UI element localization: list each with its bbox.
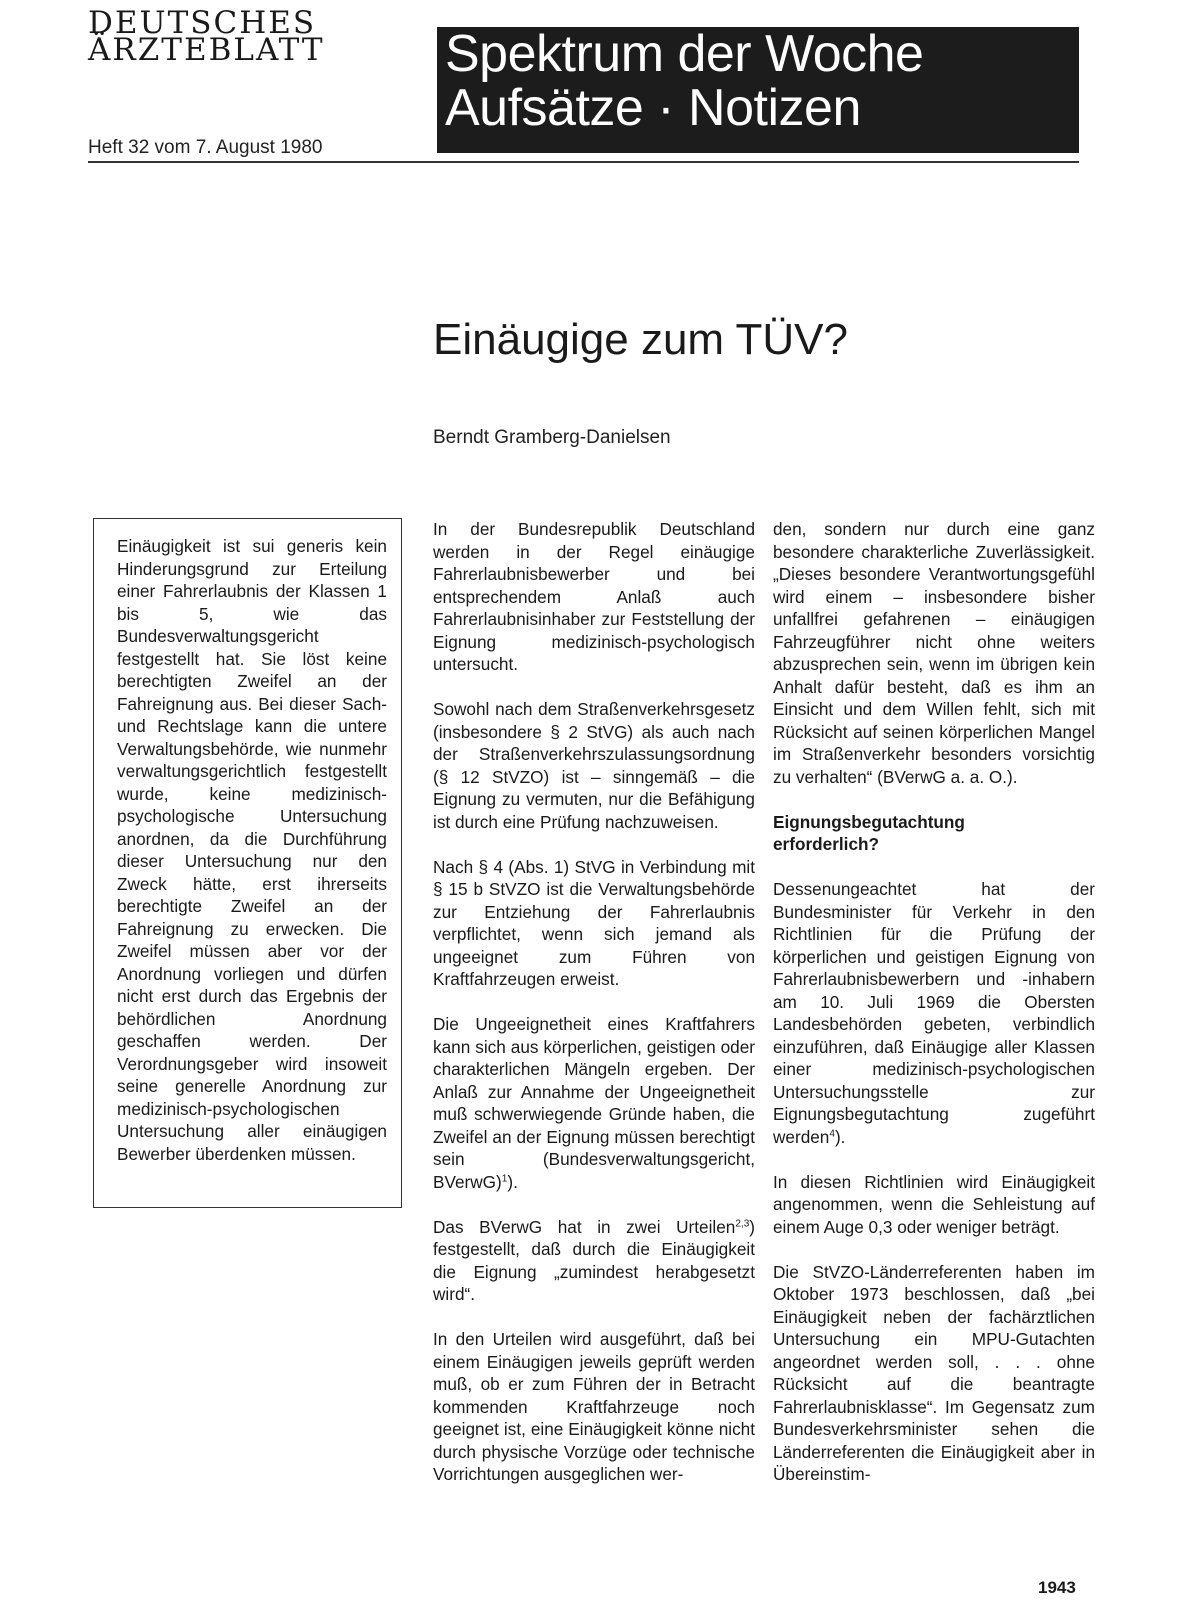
article-author: Berndt Gramberg-Danielsen bbox=[433, 427, 671, 448]
paragraph: In der Bundesrepublik Deutschland werden in der Regel einäugige Fahrerlaubnisbewerber und bei entsprechendem Anlaß auch Fahrerlaubnisinhaber zur Feststellung der Eignung medizinisch-psychologisch untersucht. bbox=[433, 519, 755, 674]
paragraph bbox=[433, 1013, 755, 1193]
section-banner bbox=[437, 27, 1079, 153]
heading-line2: erforderlich? bbox=[773, 834, 880, 854]
paragraph: Die StVZO-Länderreferenten haben im Oktober 1973 beschlossen, daß „bei Einäugigkeit neben der fachärztlichen Untersuchung ein MPU-Gutachten angeordnet werden soll, . . . ohne Rücksicht auf die beantragte Fahrerlaubnisklasse“. Im Gegensatz zum Bundesverkehrsminister sehen die Länderreferenten die Einäugigkeit aber in Übereinstim- bbox=[773, 1261, 1095, 1484]
column-3 bbox=[773, 518, 1095, 1508]
banner-line1: Spektrum der Woche bbox=[445, 25, 924, 83]
heading-line1: Eignungsbegutachtung bbox=[773, 811, 965, 832]
masthead-line2: ÄRZTEBLATT bbox=[88, 32, 325, 68]
footnote-ref: 1 bbox=[501, 1172, 508, 1184]
paragraph bbox=[433, 1216, 755, 1306]
paragraph: Nach § 4 (Abs. 1) StVG in Verbindung mit § 15 b StVZO ist die Verwaltungsbehörde zur Entziehung der Fahrerlaubnis verpflichtet, wenn sich jemand als ungeeignet zum Führen von Kraftfahrzeugen erweist. bbox=[433, 856, 755, 989]
column-2 bbox=[433, 518, 755, 1508]
abstract-box bbox=[93, 518, 402, 1208]
abstract-text: Einäugigkeit ist sui generis kein Hinderungsgrund zur Erteilung einer Fahrerlaubnis der Klassen 1 bis 5, wie das Bundesverwaltungsgericht festgestellt hat. Sie löst keine berechtigten Zweifel an der Fahreignung aus. Bei dieser Sach- und Rechtslage kann die untere Verwaltungsbehörde, wie nunmehr verwaltungsgerichtlich festgestellt wurde, keine medizinisch-psychologische Untersuchung anordnen, da die Durchführung dieser Untersuchung nur den Zweck hätte, erst ihrerseits berechtigte Zweifel an der Fahreignung zu erwecken. Die Zweifel müssen aber vor der Anordnung vorliegen und dürfen nicht erst durch das Ergebnis der behördlichen Anordnung geschaffen werden. Der Verordnungsgeber wird insoweit seine generelle Anordnung zur medizinisch-psychologischen Untersuchung aller einäugigen Bewerber überdenken müssen. bbox=[117, 536, 387, 1164]
banner-line2: Aufsätze · Notizen bbox=[445, 79, 861, 137]
article-title: Einäugige zum TÜV? bbox=[433, 315, 848, 364]
paragraph: In diesen Richtlinien wird Einäugigkeit angenommen, wenn die Sehleistung auf einem Auge 0,3 oder weniger beträgt. bbox=[773, 1171, 1095, 1237]
text-span: ) festgestellt, daß durch die Einäugigkeit die Eignung „zumindest herabgesetzt wird“. bbox=[433, 1216, 755, 1304]
footnote-ref: 4 bbox=[829, 1127, 835, 1139]
header-rule bbox=[88, 161, 1079, 163]
footnote-ref: 2,3 bbox=[735, 1217, 750, 1229]
section-heading bbox=[773, 811, 1095, 856]
masthead-logo bbox=[88, 5, 325, 68]
text-span: Das BVerwG hat in zwei Urteilen bbox=[433, 1216, 736, 1237]
text-span: Dessenungeachtet hat der Bundesminister für Verkehr in den Richtlinien für die Prüfung der körperlichen und geistigen Eignung von Fahrerlaubnisbewerbern und -inhabern am 10. Juli 1969 die Obersten Landesbehörden gebeten, verbindlich einzuführen, daß Einäugige aller Klassen einer medizinisch-psychologischen Untersuchungsstelle zur Eignungsbegutachtung zugeführt werden bbox=[773, 879, 1095, 1147]
text-span: ). bbox=[507, 1171, 518, 1192]
text-span: Die Ungeeignetheit eines Kraftfahrers kann sich aus körperlichen, geistigen oder charakterlichen Mängeln ergeben. Der Anlaß zur Annahme der Ungeeignetheit muß schwerwiegende Gründe haben, die Zweifel an der Eignung müssen berechtigt sein (Bundesverwaltungsgericht, BVerwG) bbox=[433, 1014, 755, 1192]
masthead-line1: DEUTSCHES bbox=[88, 5, 317, 41]
paragraph: Sowohl nach dem Straßenverkehrsgesetz (insbesondere § 2 StVG) als auch nach der Straßenverkehrszulassungsordnung (§ 12 StVZO) ist – sinngemäß – die Eignung zu vermuten, nur die Befähigung ist durch eine Prüfung nachzuweisen. bbox=[433, 699, 755, 832]
issue-info: Heft 32 vom 7. August 1980 bbox=[88, 137, 323, 158]
paragraph: In den Urteilen wird ausgeführt, daß bei einem Einäugigen jeweils geprüft werden muß, ob er zum Führen der in Betracht kommenden Kraftfahrzeuge noch geeignet ist, eine Einäugigkeit könne nicht durch physische Vorzüge oder technische Vorrichtungen ausgeglichen wer- bbox=[433, 1329, 755, 1484]
paragraph: den, sondern nur durch eine ganz besondere charakterliche Zuverlässigkeit. „Dieses besondere Verantwortungsgefühl wird einem – insbesondere bisher unfallfrei gefahrenen – einäugigen Fahrzeugführer nicht ohne weiters abzusprechen sein, wenn im übrigen kein Anhalt dafür besteht, daß es ihm an Einsicht und dem Willen fehlt, sich mit Rücksicht auf seinen körperlichen Mangel im Straßenverkehr besonders vorsichtig zu verhalten“ (BVerwG a. a. O.). bbox=[773, 519, 1095, 787]
page-number: 1943 bbox=[1038, 1578, 1076, 1597]
text-span: ). bbox=[834, 1126, 846, 1147]
paragraph bbox=[773, 878, 1095, 1148]
